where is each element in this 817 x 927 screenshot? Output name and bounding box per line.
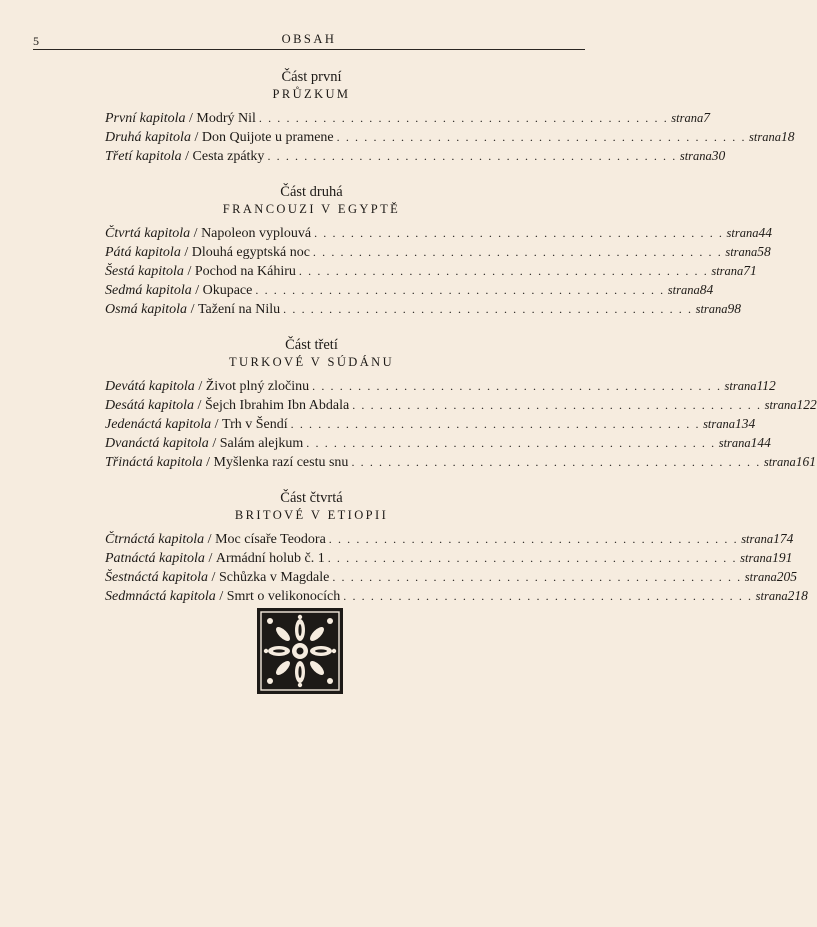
part-title: Část čtvrtá [280, 490, 343, 506]
dot-leader: . . . . . . . . . . . . . . . . . . . . . . . . . . . . . . . . . . . . . . . . . . . . . [328, 532, 739, 546]
page-number-ref: 191 [772, 550, 793, 565]
page-label: strana [711, 264, 744, 278]
dot-leader: . . . . . . . . . . . . . . . . . . . . . . . . . . . . . . . . . . . . . . . . . . . . . [343, 589, 753, 603]
dot-leader: . . . . . . . . . . . . . . . . . . . . . . . . . . . . . . . . . . . . . . . . . . . . . [267, 149, 677, 163]
chapter-title: Cesta zpátky [192, 149, 265, 164]
page-label: strana [671, 111, 704, 125]
page-number-ref: 7 [703, 110, 710, 125]
separator: / [190, 130, 202, 145]
separator: / [204, 532, 216, 547]
toc-entry[interactable] [105, 146, 726, 165]
dot-leader: . . . . . . . . . . . . . . . . . . . . . . . . . . . . . . . . . . . . . . . . . . . . . [314, 226, 724, 240]
page-number-ref: 218 [787, 588, 808, 603]
chapter-label: Třetí kapitola [105, 149, 182, 164]
separator: / [194, 398, 205, 413]
page-label: strana [749, 130, 781, 144]
page-label: strana [703, 417, 736, 431]
part-subtitle: PRŮZKUM [272, 87, 351, 101]
chapter-title: Okupace [202, 283, 253, 298]
chapter-label: Patnáctá kapitola [105, 551, 205, 566]
separator: / [202, 455, 214, 470]
separator: / [191, 283, 203, 298]
page-number-ref: 58 [757, 244, 771, 259]
toc-entry[interactable] [105, 395, 817, 414]
page-label: strana [718, 436, 751, 450]
chapter-label: Šestnáctá kapitola [105, 570, 209, 585]
chapter-label: Devátá kapitola [105, 379, 195, 394]
part-subtitle: FRANCOUZI V EGYPTĚ [222, 202, 401, 216]
running-title: OBSAH [281, 32, 337, 46]
header-rule [33, 49, 585, 50]
dot-leader: . . . . . . . . . . . . . . . . . . . . . . . . . . . . . . . . . . . . . . . . . . . . . [332, 570, 742, 584]
toc-entry[interactable] [105, 567, 797, 586]
chapter-title: Smrt o velikonocích [226, 589, 341, 604]
separator: / [181, 149, 193, 164]
page-label: strana [725, 245, 758, 259]
part-title: Část druhá [280, 184, 343, 200]
separator: / [180, 245, 192, 260]
page-number-ref: 205 [776, 569, 797, 584]
page-label: strana [740, 551, 773, 565]
chapter-label: Čtrnáctá kapitola [105, 532, 205, 547]
chapter-title: Salám alejkum [219, 436, 304, 451]
separator: / [183, 264, 195, 279]
separator: / [208, 436, 220, 451]
dot-leader: . . . . . . . . . . . . . . . . . . . . . . . . . . . . . . . . . . . . . . . . . . . . . [352, 398, 762, 412]
toc-entry[interactable] [105, 433, 771, 452]
page-number-ref: 122 [796, 397, 817, 412]
dot-leader: . . . . . . . . . . . . . . . . . . . . . . . . . . . . . . . . . . . . . . . . . . . . . [290, 417, 701, 431]
page-label: strana [755, 589, 788, 603]
dot-leader: . . . . . . . . . . . . . . . . . . . . . . . . . . . . . . . . . . . . . . . . . . . . . [351, 455, 761, 469]
chapter-label: První kapitola [105, 111, 186, 126]
page-number-ref: 84 [699, 282, 714, 297]
page-label: strana [744, 570, 777, 584]
chapter-title: Moc císaře Teodora [215, 532, 326, 547]
chapter-label: Dvanáctá kapitola [105, 436, 209, 451]
chapter-label: Pátá kapitola [105, 245, 181, 260]
toc-entry[interactable] [105, 261, 757, 280]
toc-entry[interactable] [105, 452, 817, 471]
separator: / [185, 111, 197, 126]
separator: / [194, 379, 206, 394]
toc-part [105, 336, 817, 471]
chapter-label: Desátá kapitola [105, 398, 195, 413]
chapter-title: Napoleon vyplouvá [201, 226, 312, 241]
page-number-ref: 174 [773, 531, 794, 546]
part-subtitle: TURKOVÉ V SÚDÁNU [228, 355, 395, 369]
page-number-ref: 112 [756, 378, 776, 393]
page-label: strana [679, 149, 712, 163]
dot-leader: . . . . . . . . . . . . . . . . . . . . . . . . . . . . . . . . . . . . . . . . . . . . . [327, 551, 738, 565]
dot-leader: . . . . . . . . . . . . . . . . . . . . . . . . . . . . . . . . . . . . . . . . . . . . . [336, 130, 747, 144]
separator: / [215, 589, 227, 604]
separator: / [208, 570, 219, 585]
page-number-ref: 30 [711, 148, 726, 163]
chapter-title: Myšlenka razí cestu snu [213, 455, 349, 470]
toc-entry[interactable] [105, 414, 756, 433]
page-number-ref: 71 [743, 263, 757, 278]
dot-leader: . . . . . . . . . . . . . . . . . . . . . . . . . . . . . . . . . . . . . . . . . . . . . [255, 283, 665, 297]
separator: / [187, 302, 198, 317]
toc-entry[interactable] [105, 586, 808, 605]
page-header [33, 30, 585, 52]
chapter-title: Dlouhá egyptská noc [191, 245, 310, 260]
toc-entry[interactable] [105, 299, 742, 318]
chapter-label: Sedmá kapitola [105, 283, 192, 298]
chapter-label: Osmá kapitola [105, 302, 188, 317]
page-label: strana [726, 226, 759, 240]
page-number-ref: 44 [758, 225, 772, 240]
chapter-title: Armádní holub č. 1 [215, 551, 325, 566]
part-title: Část třetí [285, 337, 338, 353]
separator: / [190, 226, 202, 241]
chapter-title: Schůzka v Magdale [218, 570, 330, 585]
page-label: strana [764, 398, 797, 412]
chapter-title: Trh v Šendí [222, 417, 288, 432]
part-title: Část první [281, 69, 342, 85]
chapter-label: Sedmnáctá kapitola [105, 589, 216, 604]
toc-entry[interactable] [105, 548, 793, 567]
toc-entry[interactable] [105, 223, 772, 242]
page-label: strana [724, 379, 757, 393]
toc-part [105, 68, 795, 165]
floral-ornament-icon [257, 608, 343, 694]
dot-leader: . . . . . . . . . . . . . . . . . . . . . . . . . . . . . . . . . . . . . . . . . . . . . [258, 111, 669, 125]
chapter-label: Čtvrtá kapitola [105, 226, 191, 241]
separator: / [204, 551, 216, 566]
page-number-ref: 134 [735, 416, 756, 431]
page-number-ref: 161 [795, 454, 817, 469]
page-number-ref: 144 [750, 435, 771, 450]
table-of-contents [105, 66, 817, 623]
toc-entry[interactable] [105, 127, 795, 146]
chapter-label: Šestá kapitola [105, 264, 184, 279]
toc-entry[interactable] [105, 376, 776, 395]
toc-part [105, 489, 808, 605]
chapter-title: Život plný zločinu [205, 379, 310, 394]
page-label: strana [667, 283, 700, 297]
dot-leader: . . . . . . . . . . . . . . . . . . . . . . . . . . . . . . . . . . . . . . . . . . . . . [306, 436, 716, 450]
page-label: strana [695, 302, 728, 316]
chapter-label: Jedenáctá kapitola [105, 417, 212, 432]
chapter-title: Pochod na Káhiru [194, 264, 296, 279]
chapter-label: Třináctá kapitola [105, 455, 203, 470]
dot-leader: . . . . . . . . . . . . . . . . . . . . . . . . . . . . . . . . . . . . . . . . . . . . . [312, 245, 723, 259]
toc-part [105, 183, 772, 318]
toc-entry[interactable] [105, 242, 771, 261]
dot-leader: . . . . . . . . . . . . . . . . . . . . . . . . . . . . . . . . . . . . . . . . . . . . . [283, 302, 693, 316]
chapter-title: Don Quijote u pramene [201, 130, 334, 145]
page-number-ref: 18 [781, 129, 795, 144]
dot-leader: . . . . . . . . . . . . . . . . . . . . . . . . . . . . . . . . . . . . . . . . . . . . . [298, 264, 709, 278]
toc-entry[interactable] [105, 108, 710, 127]
part-subtitle: BRITOVÉ V ETIOPII [234, 508, 389, 522]
page-label: strana [763, 455, 796, 469]
page-number: 5 [33, 34, 39, 48]
chapter-label: Druhá kapitola [105, 130, 191, 145]
chapter-title: Modrý Nil [196, 111, 256, 126]
toc-entry[interactable] [105, 529, 794, 548]
chapter-title: Šejch Ibrahim Ibn Abdala [204, 398, 350, 413]
page-number-ref: 98 [727, 301, 742, 316]
page-label: strana [741, 532, 774, 546]
toc-entry[interactable] [105, 280, 714, 299]
dot-leader: . . . . . . . . . . . . . . . . . . . . . . . . . . . . . . . . . . . . . . . . . . . . . [312, 379, 722, 393]
separator: / [211, 417, 223, 432]
chapter-title: Tažení na Nilu [197, 302, 281, 317]
